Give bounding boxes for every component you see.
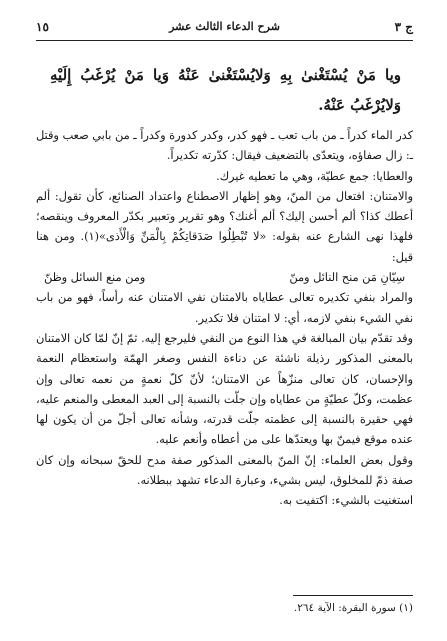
- poetry-verse: [36, 268, 413, 288]
- commentary: [36, 126, 413, 512]
- commentary-paragraph: كدر الماء كدراً ـ من باب تعب ـ فهو كدر، وكدر كدورة وكدراً ـ من بابي صعب وقتل ـ: زال صفاؤه، ويتعدّى بالتضعيف فيقال: كدّرته تكديراً.: [36, 129, 413, 163]
- running-header: [36, 20, 413, 42]
- commentary-paragraph: استغنيت بالشيء: اكتفيت به.: [279, 494, 413, 508]
- prayer-text: ويا مَنْ يُسْتَغْنىٰ بِهِ وَلايُسْتَغْنىٰ عَنْهُ وَيا مَنْ يُرْغَبُ إِلَيْهِ وَلايُرْغَبُ عَنْهُ.: [50, 66, 401, 114]
- volume-label: ج ٣: [394, 20, 413, 34]
- commentary-paragraph: والعطايا: جمع عطيّة، وهي ما تعطيه غيرك.: [216, 169, 413, 183]
- footnote: (١) سورة البقرة: الآية ٢٦٤.: [293, 602, 413, 614]
- commentary-paragraph: وقول بعض العلماء: إنّ المنّ بالمعنى المذكور صفة مدح للحقّ سبحانه وإن كان صفة ذمّ للمخلوق، ليس بشيء، وعبارة الدعاء تشهد ببطلانه.: [36, 453, 413, 488]
- commentary-paragraph: وقد تقدّم بيان المبالغة في هذا النوع من النفي فليرجع إليه. ثمّ إنّ لمّا كان الامتنان بالمعنى المذكور رذيلة ناشئة عن دناءة النفس وصغر الهمّة واستعظام النعمة والإحسان، كان تعالى منزّهاً عن الامتنان؛ لأنّ كلّ نعمةٍ من نعمه تعالى وإن عظمت، وكلّ عطيّةٍ من عطاياه وإن جلّت بالنسبة إلى العبد المعطى والمنعم عليه، فهي حقيرة بالنسبة إلى عظمته جلّت قدرته، وشأنه تعالى أجلّ من أن يكون لها عنده موقع فيمنّ بها ويعتدّها على من أعطاه وأنعم عليه.: [36, 331, 413, 447]
- header-divider: [36, 40, 413, 41]
- footnote-divider: [293, 595, 413, 596]
- page-number: ١٥: [36, 20, 49, 34]
- commentary-paragraph: والامتنان: افتعال من المنّ، وهو إظهار الاصطناع واعتداد الصنائع، كأن تقول: ألم أعطك كذا؟ ألم أحسن إليك؟ ألم أغنك؟ وهو تقرير وتعبير بكدّر المعروف وينقصه؛ فلهذا نهى الشارع عنه بقوله: «لا تُبْطِلُوا صَدَقاتِكُمْ بِالْمَنِّ وَالْأَذى»(١). ومن هنا قيل:: [36, 189, 413, 264]
- verse-hemistich-second: ومن منع السائل وظنّ: [44, 271, 146, 285]
- commentary-paragraph: والمراد بنفي تكديره تعالى عطاياه بالامتنان نفي الامتنان عنه رأساً، فهو من باب نفي الشيء بنفي لازمه، أي: لا امتنان فلا تكدير.: [36, 291, 413, 325]
- verse-hemistich-first: سِيّانِ مَن منح النائل ومنّ: [289, 271, 405, 285]
- header-title: شرح الدعاء الثالث عشر: [169, 20, 280, 33]
